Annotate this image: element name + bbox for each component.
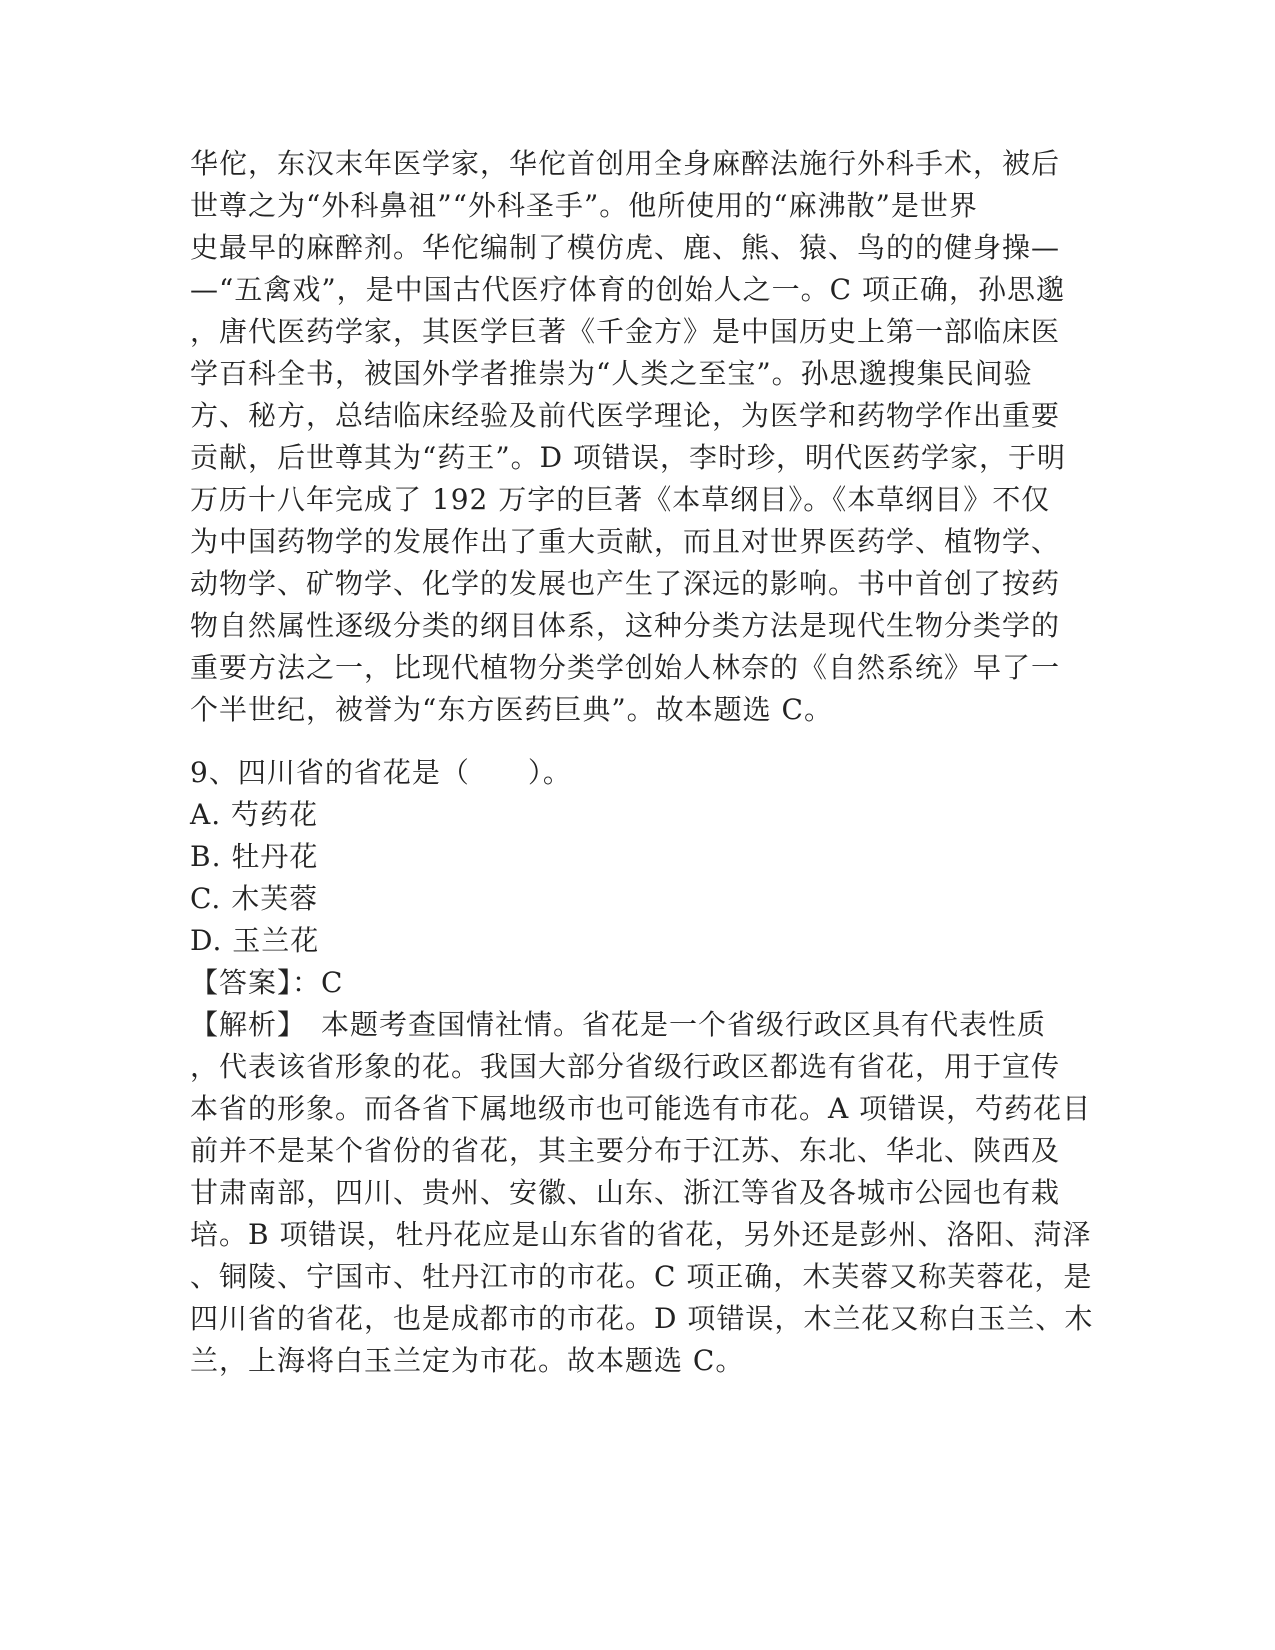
analysis-line: 培。B 项错误，牡丹花应是山东省的省花，另外还是彭州、洛阳、菏泽 [190,1218,1092,1251]
text-line: 为中国药物学的发展作出了重大贡献，而且对世界医药学、植物学、 [190,525,1061,558]
analysis-line: 四川省的省花，也是成都市的市花。D 项错误，木兰花又称白玉兰、木 [190,1302,1094,1335]
analysis-line: 本省的形象。而各省下属地级市也可能选有市花。A 项错误，芍药花目 [190,1092,1092,1125]
option-b: B. 牡丹花 [190,840,319,873]
option-c: C. 木芙蓉 [190,882,319,915]
text-line: 华佗，东汉末年医学家，华佗首创用全身麻醉法施行外科手术，被后 [190,147,1061,180]
text-line: ，唐代医药学家，其医学巨著《千金方》是中国历史上第一部临床医 [190,315,1061,348]
text-line: 学百科全书，被国外学者推崇为“人类之至宝”。孙思邈搜集民间验 [190,357,1033,390]
analysis-line: 【解析】 本题考查国情社情。省花是一个省级行政区具有代表性质 [190,1008,1047,1041]
analysis-line: 兰，上海将白玉兰定为市花。故本题选 C。 [190,1344,745,1377]
text-line: 物自然属性逐级分类的纲目体系，这种分类方法是现代生物分类学的 [190,609,1061,642]
analysis-line: 、铜陵、宁国市、牡丹江市的市花。C 项正确，木芙蓉又称芙蓉花，是 [190,1260,1093,1293]
text-line: 个半世纪，被誉为“东方医药巨典”。故本题选 C。 [190,693,833,726]
answer-line: 【答案】：C [190,966,344,999]
text-line: 贡献，后世尊其为“药王”。D 项错误，李时珍，明代医药学家，于明 [190,441,1066,474]
text-line: 史最早的麻醉剂。华佗编制了模仿虎、鹿、熊、猿、鸟的的健身操— [190,231,1061,264]
text-line: —“五禽戏”，是中国古代医疗体育的创始人之一。C 项正确，孙思邈 [190,273,1065,306]
analysis-line: 前并不是某个省份的省花，其主要分布于江苏、东北、华北、陕西及 [190,1134,1061,1167]
text-line: 方、秘方，总结临床经验及前代医学理论，为医学和药物学作出重要 [190,399,1061,432]
text-line: 万历十八年完成了 192 万字的巨著《本草纲目》。《本草纲目》不仅 [190,483,1051,516]
question-stem: 9、四川省的省花是（ ）。 [190,756,572,789]
analysis-line: ，代表该省形象的花。我国大部分省级行政区都选有省花，用于宣传 [190,1050,1061,1083]
option-a: A. 芍药花 [190,798,319,831]
analysis-line: 甘肃南部，四川、贵州、安徽、山东、浙江等省及各城市公园也有栽 [190,1176,1061,1209]
text-line: 动物学、矿物学、化学的发展也产生了深远的影响。书中首创了按药 [190,567,1061,600]
text-line: 重要方法之一，比现代植物分类学创始人林奈的《自然系统》早了一 [190,651,1061,684]
option-d: D. 玉兰花 [190,924,320,957]
text-line: 世尊之为“外科鼻祖”“外科圣手”。他所使用的“麻沸散”是世界 [190,189,978,222]
